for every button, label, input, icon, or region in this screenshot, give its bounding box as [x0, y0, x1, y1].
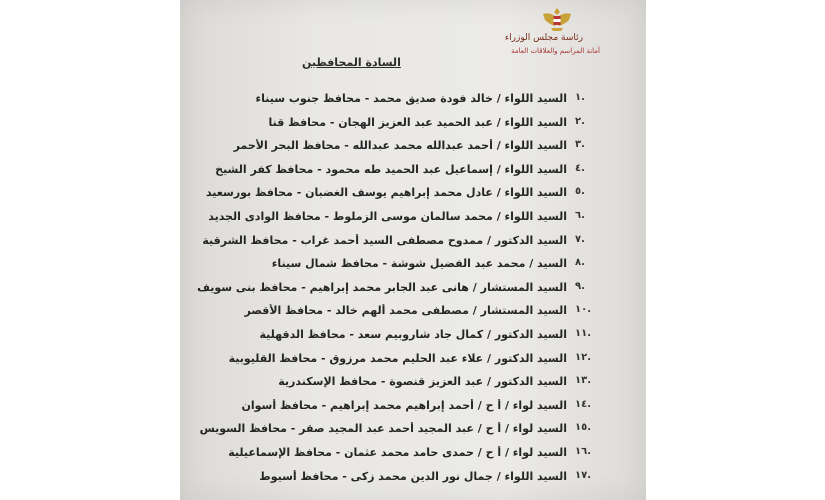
list-item — [195, 399, 595, 417]
item-text: السيد اللواء / محمد سالمان موسى الزملوط - محافظ الوادى الجديد — [208, 210, 567, 223]
item-text: السيد لواء / أ ح / أحمد إبراهيم محمد إبراهيم - محافظ أسوان — [241, 398, 567, 412]
document-title: السادة المحافظين — [302, 56, 401, 69]
item-text: السيد لواء / أ ح / عبد المجيد أحمد عبد المجيد صقر - محافظ السويس — [199, 422, 567, 436]
item-number: ٩. — [575, 280, 585, 292]
item-number: ١٣. — [575, 375, 592, 387]
item-number: ١. — [575, 92, 585, 103]
item-text: السيد الدكتور / عبد العزيز قنصوة - محافظ الإسكندرية — [278, 375, 567, 389]
list-item — [195, 328, 595, 346]
item-number: ١٤. — [575, 398, 592, 410]
list-item — [195, 210, 595, 228]
list-item — [195, 352, 595, 370]
letterhead-line1: رئاسة مجلس الوزراء — [504, 33, 583, 43]
item-number: ١٧. — [575, 469, 592, 481]
item-number: ١٦. — [575, 446, 592, 457]
list-item — [195, 446, 595, 464]
item-number: ٨. — [575, 257, 585, 269]
item-text: السيد / محمد عبد الفضيل شوشة - محافظ شمال سيناء — [271, 257, 567, 271]
item-text: السيد الدكتور / كمال جاد شاروبيم سعد - محافظ الدقهلية — [259, 328, 567, 341]
item-number: ٥. — [575, 186, 585, 198]
item-number: ١٢. — [575, 351, 592, 363]
item-text: السيد الدكتور / ممدوح مصطفى السيد أحمد غراب - محافظ الشرقية — [202, 233, 567, 247]
list-item — [195, 375, 595, 393]
item-text: السيد اللواء / خالد فودة صديق محمد - محافظ جنوب سيناء — [255, 92, 567, 105]
item-number: ١٠. — [575, 304, 592, 316]
item-text: السيد الدكتور / علاء عبد الحليم محمد مرزوق - محافظ القليوبية — [228, 351, 567, 365]
item-number: ١١. — [575, 328, 592, 339]
item-text: السيد المستشار / مصطفى محمد ألهم خالد - محافظ الأقصر — [244, 304, 567, 318]
list-item — [195, 139, 595, 157]
list-item — [195, 257, 595, 275]
item-text: السيد اللواء / إسماعيل عبد الحميد طه محمود - محافظ كفر الشيخ — [215, 162, 567, 176]
item-number: ٦. — [575, 210, 585, 221]
list-item — [195, 186, 595, 204]
list-item — [195, 470, 595, 488]
list-item — [195, 92, 595, 110]
item-number: ٣. — [575, 139, 585, 151]
item-text: السيد اللواء / عادل محمد إبراهيم يوسف الغضبان - محافظ بورسعيد — [205, 186, 567, 200]
item-text: السيد اللواء / عبد الحميد عبد العزيز الهجان - محافظ قنا — [268, 115, 567, 129]
item-number: ٤. — [575, 162, 585, 174]
list-item — [195, 234, 595, 252]
list-item — [195, 281, 595, 299]
list-item — [195, 116, 595, 134]
item-text: السيد اللواء / أحمد عبدالله محمد عبدالله - محافظ البحر الأحمر — [233, 139, 567, 153]
item-text: السيد اللواء / جمال نور الدين محمد زكى - محافظ أسيوط — [259, 469, 567, 483]
item-number: ٧. — [575, 233, 585, 245]
list-item — [195, 304, 595, 322]
list-item — [195, 422, 595, 440]
item-number: ٢. — [575, 115, 585, 127]
item-text: السيد المستشار / هانى عبد الجابر محمد إبراهيم - محافظ بنى سويف — [197, 280, 567, 294]
letterhead-line2: أمانة المراسم والعلاقات العامة — [511, 47, 600, 55]
item-text: السيد لواء / أ ح / حمدى حامد محمد عثمان - محافظ الإسماعيلية — [228, 446, 567, 459]
list-item — [195, 163, 595, 181]
item-number: ١٥. — [575, 422, 592, 434]
